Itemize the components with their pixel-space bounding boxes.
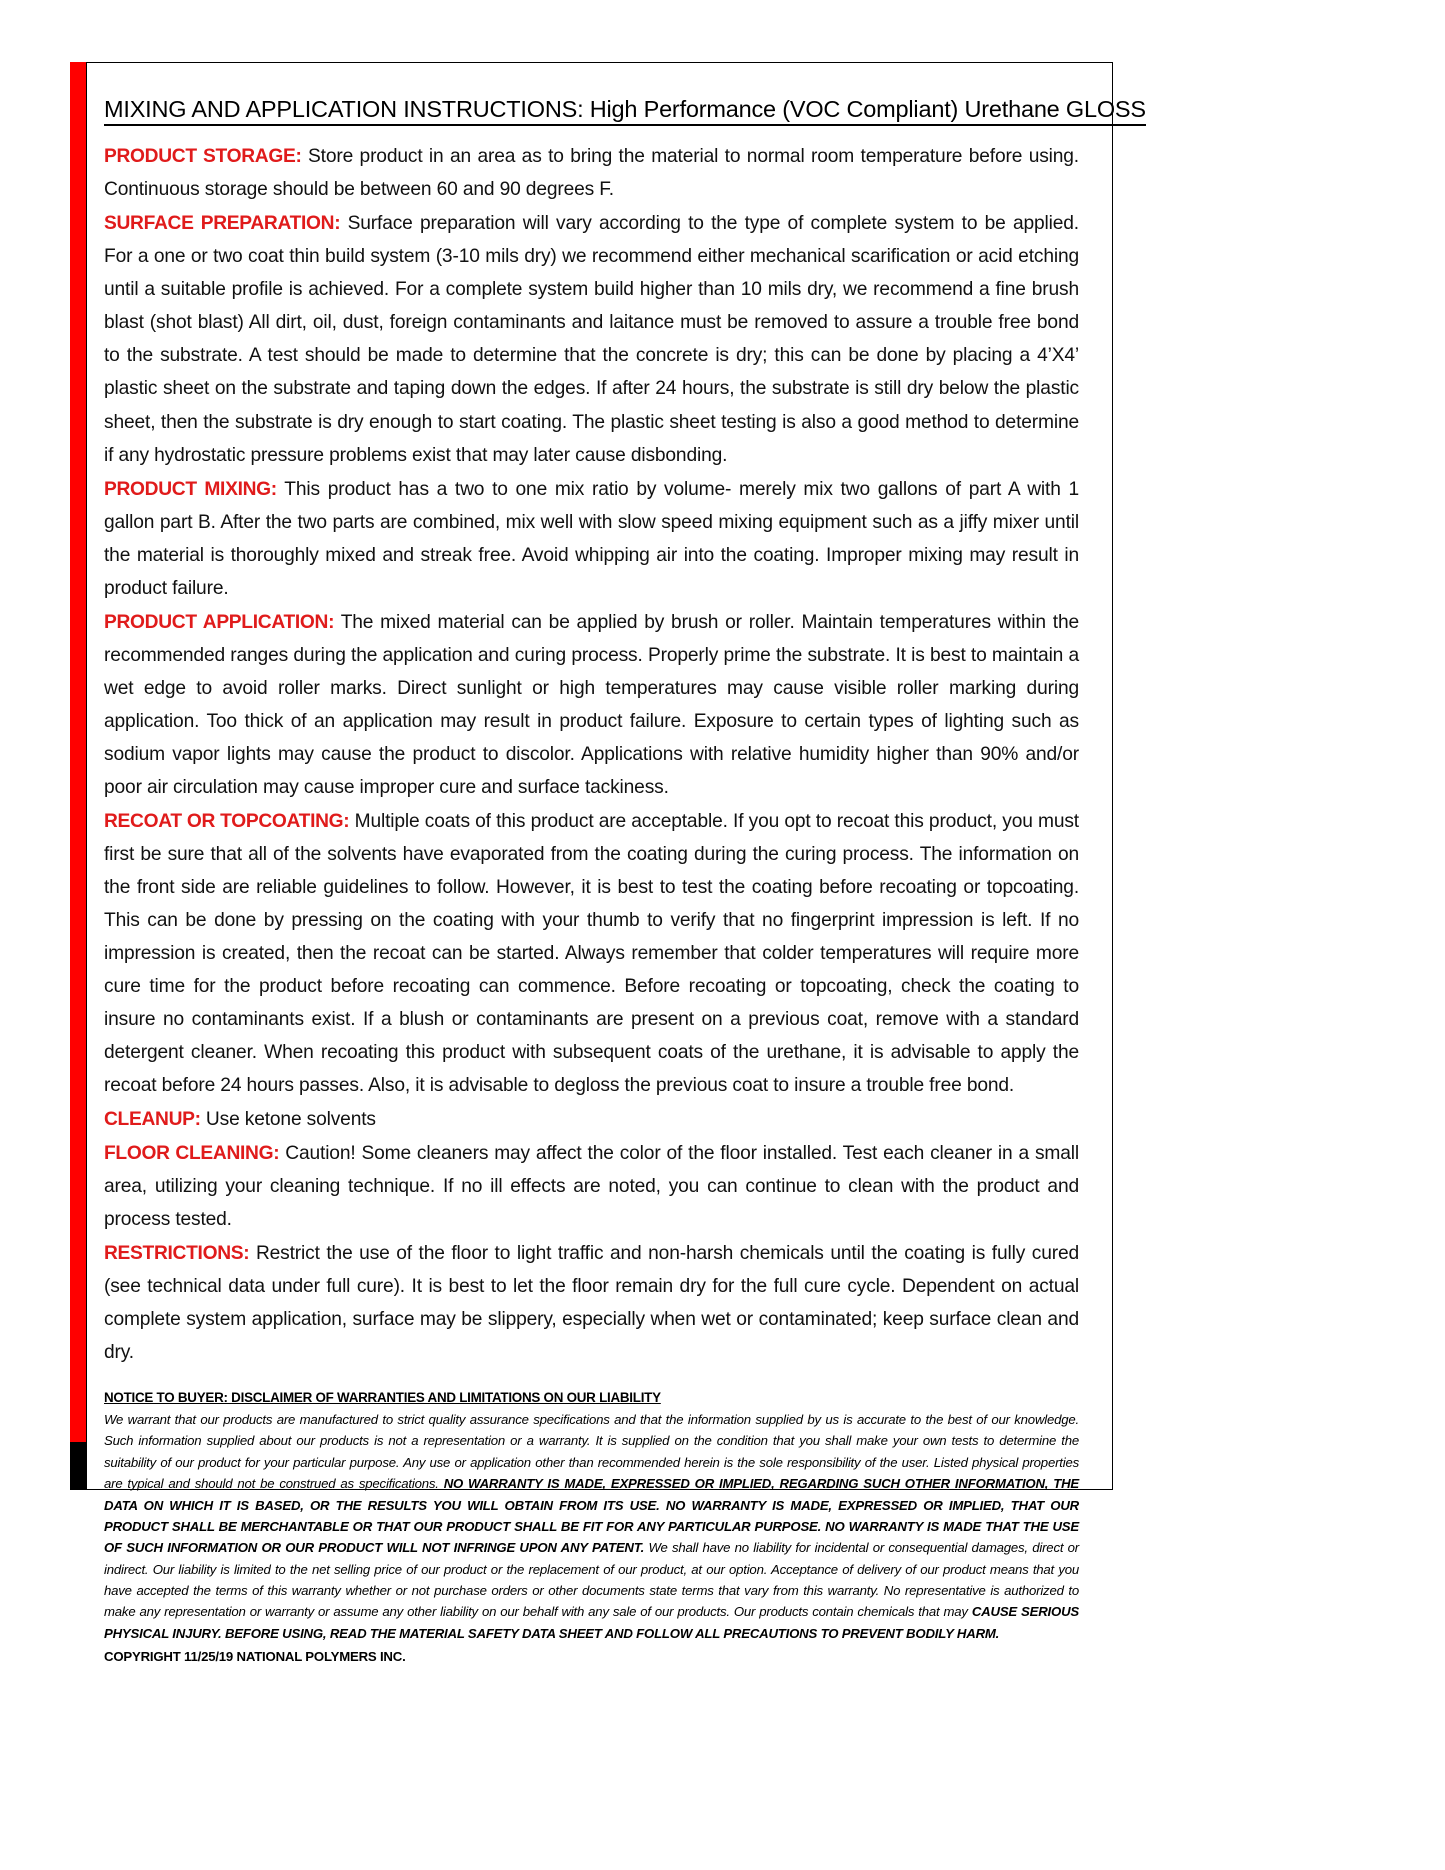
section-heading-product-mixing: PRODUCT MIXING: (104, 478, 277, 500)
section-product-mixing (104, 473, 1079, 605)
section-heading-recoat-or-topcoating: RECOAT OR TOPCOATING: (104, 810, 350, 832)
section-body-product-storage: Store product in an area as to bring the material to normal room temperature before using. Continuous storage should be between 60 and 90 degrees F. (104, 146, 1079, 201)
section-product-application (104, 606, 1079, 804)
section-restrictions (104, 1237, 1079, 1369)
copyright-line: COPYRIGHT 11/25/19 NATIONAL POLYMERS INC. (104, 1649, 406, 1665)
section-heading-surface-preparation: SURFACE PREPARATION: (104, 213, 341, 235)
section-body-floor-cleaning: Caution! Some cleaners may affect the color of the floor installed. Test each cleaner in a small area, utilizing your cleaning technique. If no ill effects are noted, you can continue to clean with the product and process tested. (104, 1142, 1079, 1230)
disclaimer-text-1: We warrant that our products are manufactured to strict quality assurance specifications and that the information supplied by us is accurate to the best of our knowledge. Such information supplied about our products is not a representation or a warranty. It is supplied on the condition that you shall make your own tests to determine the suitability of our product for your particular purpose. Any use or application other than recommended herein is the sole responsibility of the user. Listed physical properties are typical and should not be construed as specifications. (104, 1412, 1079, 1492)
disclaimer-bold-1: NO WARRANTY IS MADE, EXPRESSED OR IMPLIED, REGARDING SUCH OTHER INFORMATION, THE DATA ON WHICH IT IS BASED, OR THE RESULTS YOU WILL OBTAIN FROM ITS USE. NO WARRANTY IS MADE, EXPRESSED OR IMPLIED, THAT OUR PRODUCT SHALL BE MERCHANTABLE OR THAT OUR PRODUCT SHALL BE FIT FOR ANY PARTICULAR PURPOSE. NO WARRANTY IS MADE THAT THE USE OF SUCH INFORMATION OR OUR PRODUCT WILL NOT INFRINGE UPON ANY PATENT. (104, 1476, 1079, 1556)
section-heading-cleanup: CLEANUP: (104, 1108, 201, 1130)
section-heading-product-storage: PRODUCT STORAGE: (104, 146, 302, 168)
section-heading-floor-cleaning: FLOOR CLEANING: (104, 1142, 280, 1164)
disclaimer-text-2: We shall have no liability for incidental or consequential damages, direct or indirect. Our liability is limited to the net selling price of our product or the replacement of our product, at our option. Acceptance of delivery of our product means that you have accepted the terms of this warranty whether or not purchase orders or other documents state terms that vary from this warranty. No representative is authorized to make any representation or warranty or assume any other liability on our behalf with any sale of our products. Our products contain chemicals that may (104, 1540, 1079, 1620)
section-product-storage (104, 140, 1079, 206)
page-title (104, 95, 1146, 124)
section-body-surface-preparation: Surface preparation will vary according to the type of complete system to be applied. For a one or two coat thin build system (3-10 mils dry) we recommend either mechanical scarification or acid etching until a suitable profile is achieved. For a complete system build higher than 10 mils dry, we recommend a fine brush blast (shot blast) All dirt, oil, dust, foreign contaminants and laitance must be removed to assure a trouble free bond to the substrate. A test should be made to determine that the concrete is dry; this can be done by placing a 4’X4’ plastic sheet on the substrate and taping down the edges. If after 24 hours, the substrate is still dry below the plastic sheet, then the substrate is dry enough to start coating. The plastic sheet testing is also a good method to determine if any hydrostatic pressure problems exist that may later cause disbonding. (104, 213, 1079, 466)
disclaimer-bold-2: CAUSE SERIOUS PHYSICAL INJURY. BEFORE USING, READ THE MATERIAL SAFETY DATA SHEET AND FOLLOW ALL PRECAUTIONS TO PREVENT BODILY HARM. (104, 1604, 1079, 1641)
disclaimer-paragraph (104, 1409, 1079, 1644)
document-content (104, 95, 1146, 1370)
section-body-restrictions: Restrict the use of the floor to light traffic and non-harsh chemicals until the coating is fully cured (see technical data under full cure). It is best to let the floor remain dry for the full cure cycle. Dependent on actual complete system application, surface may be slippery, especially when wet or contaminated; keep surface clean and dry. (104, 1242, 1079, 1363)
disclaimer-title: NOTICE TO BUYER: DISCLAIMER OF WARRANTIES AND LIMITATIONS ON OUR LIABILITY (104, 1390, 661, 1405)
section-surface-preparation (104, 207, 1079, 471)
section-recoat-or-topcoating (104, 805, 1079, 1102)
section-body-cleanup: Use ketone solvents (200, 1108, 376, 1130)
section-body-recoat-or-topcoating: Multiple coats of this product are acceptable. If you opt to recoat this product, you must first be sure that all of the solvents have evaporated from the coating during the curing process. The information on the front side are reliable guidelines to follow. However, it is best to test the coating before recoating or topcoating. This can be done by pressing on the coating with your thumb to verify that no fingerprint impression is left. If no impression is created, then the recoat can be started. Always remember that colder temperatures will require more cure time for the product before recoating can commence. Before recoating or topcoating, check the coating to insure no contaminants exist. If a blush or contaminants are present on a previous coat, remove with a standard detergent cleaner. When recoating this product with subsequent coats of the urethane, it is advisable to apply the recoat before 24 hours passes. Also, it is advisable to degloss the previous coat to insure a trouble free bond. (104, 810, 1079, 1096)
section-floor-cleaning (104, 1137, 1079, 1236)
disclaimer-block (104, 1390, 1079, 1668)
section-body-product-application: The mixed material can be applied by brush or roller. Maintain temperatures within the recommended ranges during the application and curing process. Properly prime the substrate. It is best to maintain a wet edge to avoid roller marks. Direct sunlight or high temperatures may cause visible roller marking during application. Too thick of an application may result in product failure. Exposure to certain types of lighting such as sodium vapor lights may cause the product to discolor. Applications with relative humidity higher than 90% and/or poor air circulation may cause improper cure and surface tackiness. (104, 611, 1079, 798)
section-body-product-mixing: This product has a two to one mix ratio by volume- merely mix two gallons of part A with 1 gallon part B. After the two parts are combined, mix well with slow speed mixing equipment such as a jiffy mixer until the material is thoroughly mixed and streak free. Avoid whipping air into the coating. Improper mixing may result in product failure. (104, 478, 1079, 599)
section-heading-restrictions: RESTRICTIONS: (104, 1242, 250, 1264)
section-heading-product-application: PRODUCT APPLICATION: (104, 611, 335, 633)
section-cleanup (104, 1103, 1079, 1136)
page-title-text: MIXING AND APPLICATION INSTRUCTIONS: High Performance (VOC Compliant) Urethane GLOSS (104, 96, 1146, 126)
